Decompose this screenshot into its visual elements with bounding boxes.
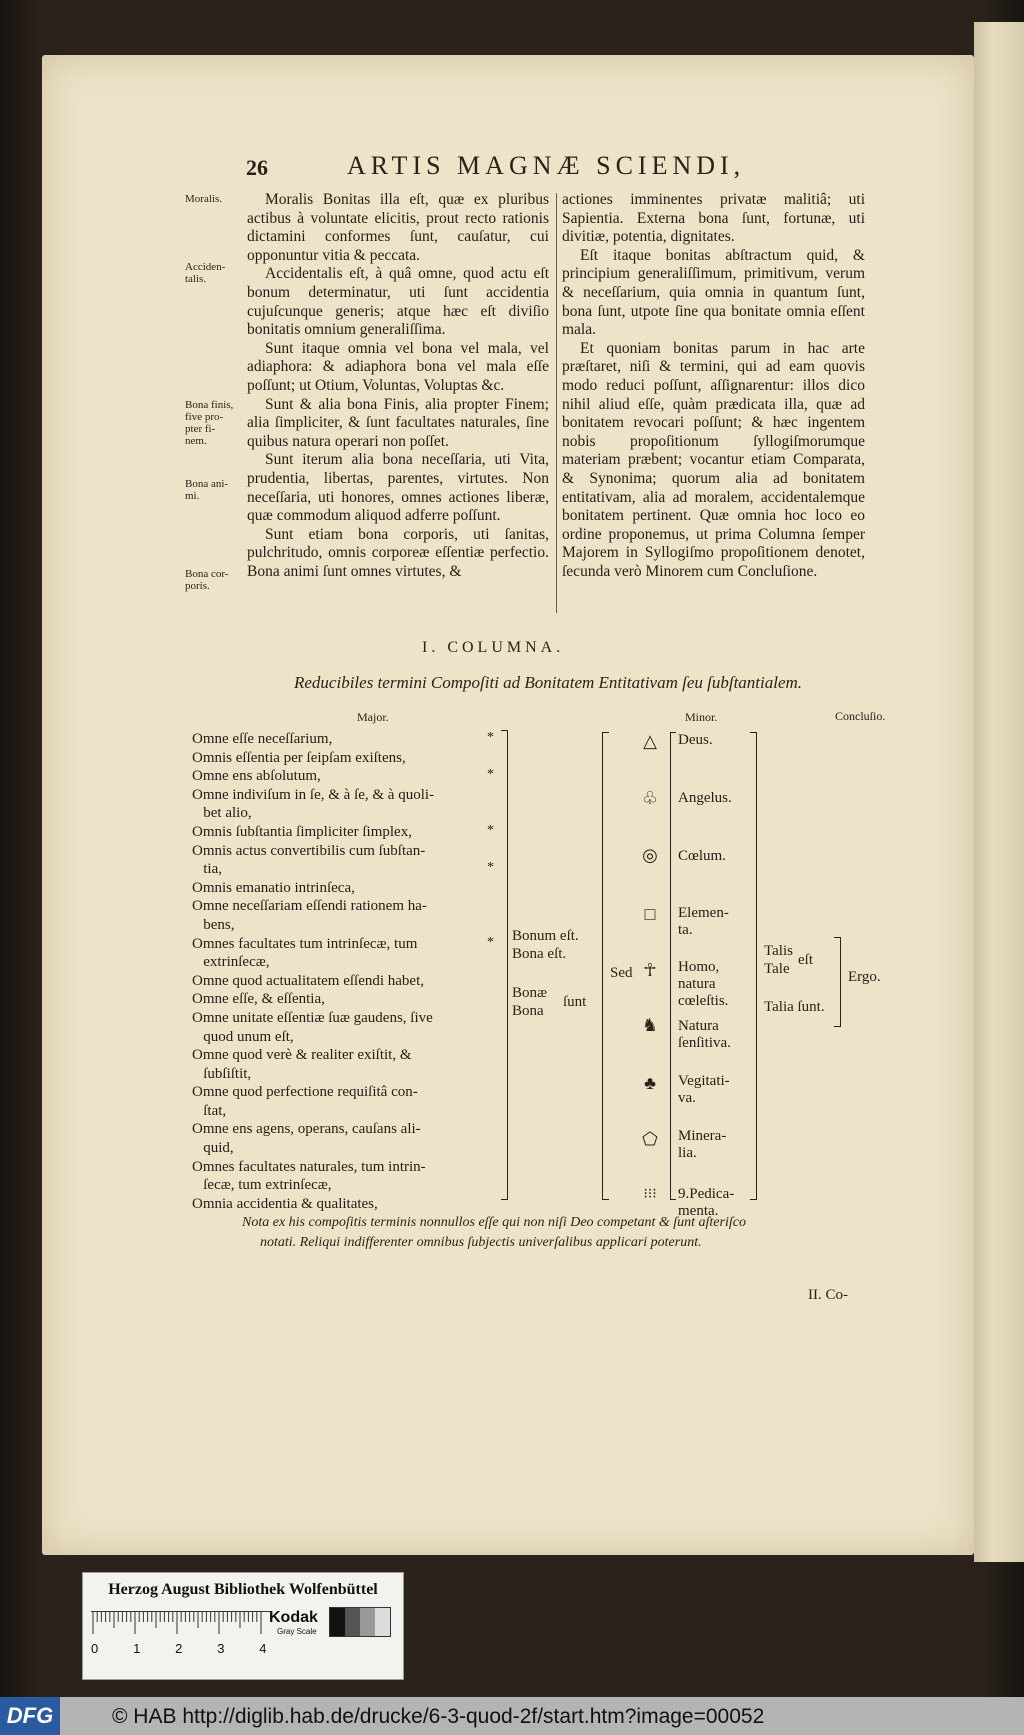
kodak-logo: Kodak [269, 1609, 318, 1626]
major-line: Omnes facultates tum intrinſecæ, tum [192, 935, 418, 952]
margin-note-moralis: Moralis. [185, 193, 222, 205]
paragraph: Moralis Bonitas illa eſt, quæ ex pluribus actibus à voluntate elicitis, prout recto rationis dictamini conformes ſunt, cauſatur, cui opponuntur vitia & peccata. [247, 191, 549, 264]
running-title: ARTIS MAGNÆ SCIENDI, [347, 151, 746, 180]
major-line: quod unum eſt, [192, 1028, 294, 1045]
conclusio-brace [834, 937, 841, 1027]
paragraph: Sunt iterum alia bona neceſſaria, uti Vita, prudentia, libertas, parentes, virtutes. Non neceſſaria, uti honores, omnes actiones liberæ, quæ commodum aliquod adferre poſſunt. [247, 451, 549, 525]
mineral-icon: ⬠ [642, 1129, 658, 1149]
paragraph: Eſt itaque bonitas abſtractum quid, & principium generaliſſimum, primitivum, verum & neceſſarium, quia omnia in quantum ſunt, bona ſunt, utpote ſine qua bonitate omnia eſſent mala. [562, 246, 865, 339]
nota-line-1: Nota ex his compoſitis terminis nonnullos eſſe qui non niſi Deo competant & ſunt aſteriſco [242, 1215, 746, 1230]
minor-item-label: Deus. [678, 732, 713, 748]
major-line: Omne quod actualitatem eſſendi habet, [192, 972, 425, 989]
square-icon: □ [644, 904, 656, 924]
paragraph: Sunt & alia bona Finis, alia propter Finem; alia ſimpliciter, & ſunt facultates naturales, ſine quibus natura operari non poſſet. [247, 395, 549, 450]
angel-icon: ♧ [641, 788, 659, 808]
paragraph: actiones imminentes privatæ malitiâ; uti Sapientia. Externa bona ſunt, fortunæ, uti divitiæ, potentia, dignitates. [562, 191, 865, 246]
predicate-bona-plural: Bona [512, 1003, 544, 1019]
dots-icon: ⁝⁝⁝ [643, 1187, 657, 1202]
catchword: II. Co- [808, 1287, 848, 1303]
paragraph: Et quoniam bonitas parum in hac arte præſtaret, niſi & termini, qui ad eam quovis modo reduci poſſunt, aſſignarentur: illos dico nihil aliud eſſe, quàm prædicata illa, quæ ad bonitatem revocari poſſunt; & hæc ingentem nobis propoſitionum ſyllogiſmorumque materiam præbent; vocantur etiam Comparata, & Synonima; quorum alia ad bonitatem entitativam, alia ad moralem, accidentalemque bonitatem pertinent. Quæ omnia hoc loco eo ordine proponemus, ut prima Columna ſemper Majorem in Syllogiſmo propoſitionem denotet, ſecunda verò Minorem cum Concluſione. [562, 339, 865, 580]
minor-bracket-inner [670, 732, 676, 1200]
minor-bracket-left [602, 732, 609, 1200]
minor-item-label: 9.Pedica- menta. [678, 1186, 735, 1219]
adjacent-page-edge [974, 22, 1024, 1562]
color-calibration-card [82, 1572, 404, 1680]
major-line: bens, [192, 916, 235, 933]
ruler-numbers: 0 1 2 3 4 [91, 1641, 273, 1656]
gray-step [360, 1608, 375, 1636]
predicate-bonae: Bonæ [512, 985, 548, 1001]
major-line: Omne quod perfectione requiſitâ con- [192, 1084, 418, 1101]
minor-item-label: Cœlum. [678, 848, 726, 864]
major-line: Omnis eſſentia per ſeipſam exiſtens, [192, 749, 406, 766]
paragraph: Sunt itaque omnia vel bona vel mala, vel adiaphora: & adiaphora bona vel mala eſſe poſſunt; ut Otium, Voluntas, Voluptas &c. [247, 339, 549, 394]
minor-item-label: Elemen- ta. [678, 905, 729, 938]
major-brace [501, 730, 508, 1200]
margin-note-bona-animi: Bona ani- mi. [185, 478, 229, 502]
major-line: tia, [192, 861, 222, 878]
gray-scale-steps [329, 1607, 391, 1637]
table-heading: I. COLUMNA. [422, 639, 565, 656]
table-subheading: Reducibiles termini Compoſiti ad Bonitatem Entitativam ſeu ſubſtantialem. [294, 673, 803, 692]
left-text-column [247, 191, 549, 581]
major-line: bet alio, [192, 805, 252, 822]
nota-line-2: notati. Reliqui indifferenter omnibus ſubjectis univerſalibus applicari poterunt. [260, 1235, 702, 1250]
margin-note-bona-finis: Bona finis, five pro- pter fi- nem. [185, 399, 234, 447]
major-line: Omnis ſubſtantia ſimpliciter ſimplex, [192, 823, 412, 840]
dfg-logo: DFG [0, 1697, 60, 1735]
major-line: quid, [192, 1140, 234, 1157]
minor-item-label: Natura ſenſitiva. [678, 1018, 731, 1051]
column-rule [556, 193, 557, 613]
gray-step [330, 1608, 345, 1636]
major-line: Omne ens agens, operans, cauſans ali- [192, 1121, 421, 1138]
asterisk-mark: * [487, 823, 494, 838]
minor-item-label: Minera- lia. [678, 1128, 727, 1161]
triangle-icon: △ [643, 731, 657, 751]
predicate-bonum: Bonum eſt. [512, 928, 579, 944]
kodak-subtitle: Gray Scale [277, 1627, 317, 1636]
plant-icon: ♣ [644, 1073, 656, 1093]
major-line: Omne neceſſariam eſſendi rationem ha- [192, 898, 427, 915]
gray-step [345, 1608, 360, 1636]
predicate-bona: Bona eſt. [512, 946, 567, 962]
predicate-sunt: ſunt [563, 994, 587, 1010]
card-title: Herzog August Bibliothek Wolfenbüttel [108, 1581, 378, 1598]
conclusio-ergo: Ergo. [848, 969, 881, 985]
asterisk-mark: * [487, 935, 494, 950]
ruler-ticks [91, 1612, 271, 1638]
gray-step [375, 1608, 390, 1636]
animal-icon: ♞ [641, 1015, 659, 1035]
minor-bracket-right [750, 732, 757, 1200]
margin-note-bona-corporis: Bona cor- poris. [185, 568, 229, 592]
minor-item-label: Vegitati- va. [678, 1073, 730, 1106]
right-text-column [562, 191, 865, 581]
major-line: Omne ens abſolutum, [192, 768, 321, 785]
major-line: Omne unitate eſſentiæ ſuæ gaudens, ſive [192, 1009, 433, 1026]
minor-item-label: Homo, natura cœleſtis. [678, 959, 729, 1009]
major-line: Omnis actus convertibilis cum ſubſtan- [192, 842, 426, 859]
asterisk-mark: * [487, 767, 494, 782]
major-line: ſubſiſtit, [192, 1065, 252, 1082]
major-line: extrinſecæ, [192, 954, 270, 971]
major-list [192, 730, 502, 1213]
column-label-major: Major. [357, 710, 389, 724]
major-line: ſtat, [192, 1102, 227, 1119]
column-label-conclusio: Concluſio. [835, 709, 886, 723]
paragraph: Accidentalis eſt, à quâ omne, quod actu eſt bonum determinatur, uti ſunt accidentia cujuſcunque generis; atque hæc eſt diviſio bonitatis omnium generaliſſima. [247, 265, 549, 339]
major-line: Omne eſſe, & eſſentia, [192, 991, 325, 1008]
sed-label: Sed [610, 965, 633, 981]
conclusio-tale: Tale [764, 961, 790, 977]
book-page [42, 55, 974, 1555]
major-line: Omnes facultates naturales, tum intrin- [192, 1158, 426, 1175]
major-line: Omnia accidentia & qualitates, [192, 1195, 378, 1212]
conclusio-talia: Talia ſunt. [764, 999, 825, 1015]
minor-item-label: Angelus. [678, 790, 732, 806]
paragraph: Sunt etiam bona corporis, uti ſanitas, pulchritudo, omnis corporeæ eſſentiæ perfectio. Bona animi ſunt omnes virtutes, & [247, 525, 549, 580]
margin-note-accidentalis: Acciden- talis. [185, 261, 226, 285]
asterisk-mark: * [487, 860, 494, 875]
conclusio-talis: Talis [764, 943, 793, 959]
major-line: Omne indiviſum in ſe, & à ſe, & à quoli- [192, 786, 435, 803]
ruler-scale [91, 1611, 271, 1638]
asterisk-mark: * [487, 730, 494, 745]
concentric-circle-icon: ◎ [642, 845, 658, 865]
major-line: ſecæ, tum extrinſecæ, [192, 1177, 332, 1194]
page-number: 26 [246, 155, 268, 180]
major-line: Omnis emanatio intrinſeca, [192, 879, 355, 896]
major-line: Omne quod verè & realiter exiſtit, & [192, 1047, 412, 1064]
footer-citation-link[interactable]: © HAB http://diglib.hab.de/drucke/6-3-quod-2f/start.htm?image=00052 [112, 1705, 765, 1728]
conclusio-est: eſt [798, 952, 813, 968]
column-label-minor: Minor. [685, 710, 718, 724]
human-icon: ☥ [643, 960, 657, 980]
major-line: Omne eſſe neceſſarium, [192, 731, 333, 747]
